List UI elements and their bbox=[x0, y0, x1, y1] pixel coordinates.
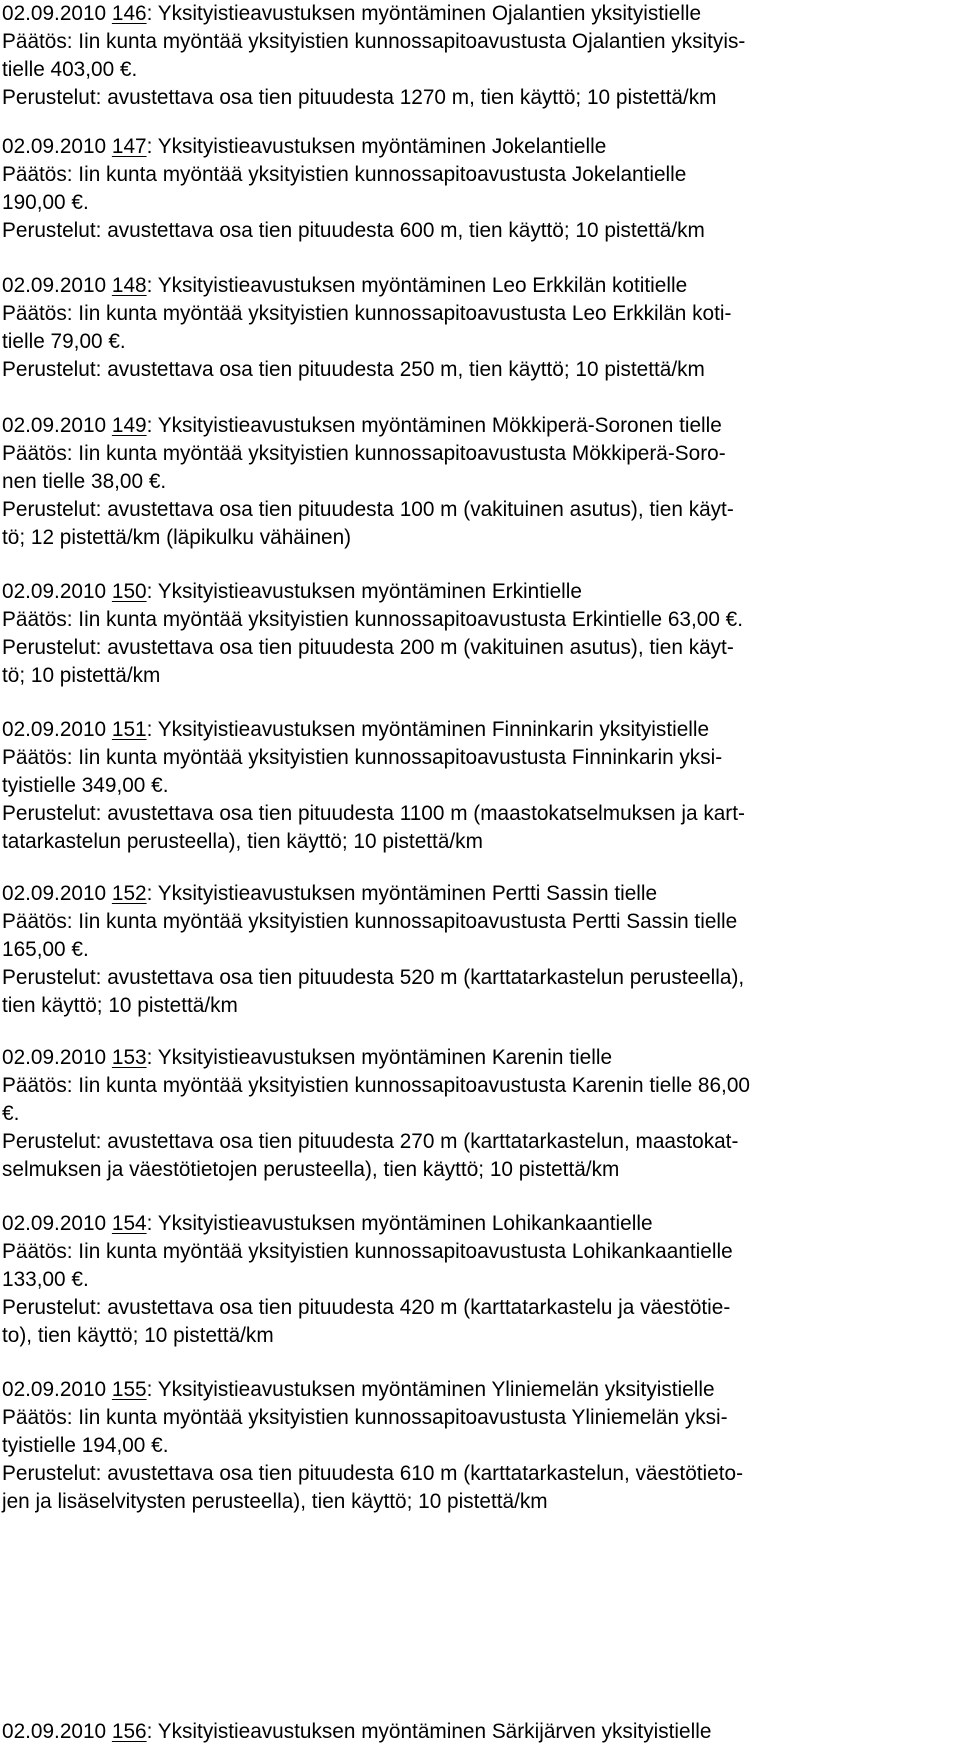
entry-number: 149 bbox=[111, 414, 147, 437]
entry-heading: 02.09.2010 153: Yksityistieavustuksen myöntäminen Karenin tielle bbox=[2, 1046, 613, 1069]
entry-heading: 02.09.2010 150: Yksityistieavustuksen myöntäminen Erkintielle bbox=[2, 580, 582, 603]
entry-number: 154 bbox=[111, 1212, 147, 1235]
entry-title: Yksityistieavustuksen myöntäminen Särkijärven yksityistielle bbox=[157, 1720, 712, 1743]
entry-text-line: selmuksen ja väestötietojen perusteella), tien käyttö; 10 pistettä/km bbox=[2, 1158, 620, 1181]
entry-text-line: Perustelut: avustettava osa tien pituudesta 1270 m, tien käyttö; 10 pistettä/km bbox=[2, 86, 717, 109]
entry-text-line: Perustelut: avustettava osa tien pituudesta 200 m (vakituinen asutus), tien käyt- bbox=[2, 636, 734, 659]
entry-text-line: Päätös: Iin kunta myöntää yksityistien kunnossapitoavustusta Lohikankaantielle bbox=[2, 1240, 733, 1263]
entry-text-line: Perustelut: avustettava osa tien pituudesta 610 m (karttatarkastelun, väestötieto- bbox=[2, 1462, 744, 1485]
entry-text-line: jen ja lisäselvitysten perusteella), tien käyttö; 10 pistettä/km bbox=[2, 1490, 548, 1513]
decision-entry bbox=[2, 1376, 957, 1516]
entry-number: 150 bbox=[111, 580, 147, 603]
entry-text-line: tielle 79,00 €. bbox=[2, 330, 126, 353]
entry-text-line: tien käyttö; 10 pistettä/km bbox=[2, 994, 238, 1017]
entry-title: Yksityistieavustuksen myöntäminen Erkintielle bbox=[157, 580, 582, 603]
decision-entry bbox=[2, 0, 957, 112]
entry-date: 02.09.2010 bbox=[2, 718, 107, 741]
decision-entry bbox=[2, 1718, 957, 1746]
entry-text-line: Päätös: Iin kunta myöntää yksityistien kunnossapitoavustusta Ojalantien yksityis- bbox=[2, 30, 746, 53]
entry-date: 02.09.2010 bbox=[2, 580, 107, 603]
entry-text-line: 133,00 €. bbox=[2, 1268, 89, 1291]
entry-number: 155 bbox=[111, 1378, 147, 1401]
entry-text-line: Päätös: Iin kunta myöntää yksityistien kunnossapitoavustusta Karenin tielle 86,00 bbox=[2, 1074, 750, 1097]
entry-date: 02.09.2010 bbox=[2, 882, 107, 905]
entry-text-line: Päätös: Iin kunta myöntää yksityistien kunnossapitoavustusta Finninkarin yksi- bbox=[2, 746, 723, 769]
entry-text-line: Päätös: Iin kunta myöntää yksityistien kunnossapitoavustusta Leo Erkkilän koti- bbox=[2, 302, 732, 325]
entry-text-line: Perustelut: avustettava osa tien pituudesta 420 m (karttatarkastelu ja väestötie- bbox=[2, 1296, 731, 1319]
entry-title: Yksityistieavustuksen myöntäminen Ojalantien yksityistielle bbox=[157, 2, 702, 25]
entry-date: 02.09.2010 bbox=[2, 1720, 107, 1743]
entry-heading: 02.09.2010 147: Yksityistieavustuksen myöntäminen Jokelantielle bbox=[2, 135, 607, 158]
entry-text-line: Perustelut: avustettava osa tien pituudesta 250 m, tien käyttö; 10 pistettä/km bbox=[2, 358, 705, 381]
entry-text-line: Perustelut: avustettava osa tien pituudesta 520 m (karttatarkastelun perusteella), bbox=[2, 966, 745, 989]
entry-title: Yksityistieavustuksen myöntäminen Yliniemelän yksityistielle bbox=[157, 1378, 715, 1401]
entry-text-line: Päätös: Iin kunta myöntää yksityistien kunnossapitoavustusta Mökkiperä-Soro- bbox=[2, 442, 726, 465]
entry-number: 146 bbox=[111, 2, 147, 25]
entry-date: 02.09.2010 bbox=[2, 1212, 107, 1235]
decision-entry bbox=[2, 412, 957, 552]
entry-heading: 02.09.2010 149: Yksityistieavustuksen myöntäminen Mökkiperä-Soronen tielle bbox=[2, 414, 722, 437]
entry-date: 02.09.2010 bbox=[2, 1046, 107, 1069]
entry-title: Yksityistieavustuksen myöntäminen Pertti Sassin tielle bbox=[157, 882, 658, 905]
entry-heading: 02.09.2010 148: Yksityistieavustuksen myöntäminen Leo Erkkilän kotitielle bbox=[2, 274, 688, 297]
entry-heading: 02.09.2010 155: Yksityistieavustuksen myöntäminen Yliniemelän yksityistielle bbox=[2, 1378, 715, 1401]
entry-date: 02.09.2010 bbox=[2, 414, 107, 437]
entry-text-line: Päätös: Iin kunta myöntää yksityistien kunnossapitoavustusta Pertti Sassin tielle bbox=[2, 910, 738, 933]
entry-heading: 02.09.2010 146: Yksityistieavustuksen myöntäminen Ojalantien yksityistielle bbox=[2, 2, 702, 25]
entry-heading: 02.09.2010 151: Yksityistieavustuksen myöntäminen Finninkarin yksityistielle bbox=[2, 718, 710, 741]
entry-number: 151 bbox=[111, 718, 147, 741]
decision-entry bbox=[2, 272, 957, 384]
decision-entry bbox=[2, 716, 957, 856]
entry-text-line: tyistielle 194,00 €. bbox=[2, 1434, 169, 1457]
entry-date: 02.09.2010 bbox=[2, 274, 107, 297]
entry-heading: 02.09.2010 154: Yksityistieavustuksen myöntäminen Lohikankaantielle bbox=[2, 1212, 653, 1235]
decision-entry bbox=[2, 1210, 957, 1350]
entry-date: 02.09.2010 bbox=[2, 1378, 107, 1401]
entry-text-line: Perustelut: avustettava osa tien pituudesta 100 m (vakituinen asutus), tien käyt- bbox=[2, 498, 734, 521]
entry-number: 153 bbox=[111, 1046, 147, 1069]
entry-number: 148 bbox=[111, 274, 147, 297]
entry-text-line: to), tien käyttö; 10 pistettä/km bbox=[2, 1324, 274, 1347]
decision-entry bbox=[2, 578, 957, 690]
entry-text-line: tö; 10 pistettä/km bbox=[2, 664, 161, 687]
entry-text-line: Päätös: Iin kunta myöntää yksityistien kunnossapitoavustusta Jokelantielle bbox=[2, 163, 687, 186]
entry-text-line: nen tielle 38,00 €. bbox=[2, 470, 167, 493]
entry-heading: 02.09.2010 156: Yksityistieavustuksen myöntäminen Särkijärven yksityistielle bbox=[2, 1720, 712, 1743]
entry-date: 02.09.2010 bbox=[2, 2, 107, 25]
entry-text-line: tatarkastelun perusteella), tien käyttö; 10 pistettä/km bbox=[2, 830, 483, 853]
entry-text-line: Päätös: Iin kunta myöntää yksityistien kunnossapitoavustusta Erkintielle 63,00 €. bbox=[2, 608, 744, 631]
entry-text-line: Päätös: Iin kunta myöntää yksityistien kunnossapitoavustusta Yliniemelän yksi- bbox=[2, 1406, 728, 1429]
entry-number: 147 bbox=[111, 135, 147, 158]
decision-entry bbox=[2, 880, 957, 1020]
entry-number: 156 bbox=[111, 1720, 147, 1743]
entry-title: Yksityistieavustuksen myöntäminen Mökkiperä-Soronen tielle bbox=[157, 414, 722, 437]
entry-number: 152 bbox=[111, 882, 147, 905]
decision-entry bbox=[2, 1044, 957, 1184]
entry-title: Yksityistieavustuksen myöntäminen Finninkarin yksityistielle bbox=[157, 718, 710, 741]
entry-text-line: €. bbox=[2, 1102, 20, 1125]
entry-text-line: Perustelut: avustettava osa tien pituudesta 1100 m (maastokatselmuksen ja kart- bbox=[2, 802, 745, 825]
entry-text-line: Perustelut: avustettava osa tien pituudesta 600 m, tien käyttö; 10 pistettä/km bbox=[2, 219, 705, 242]
entry-text-line: tö; 12 pistettä/km (läpikulku vähäinen) bbox=[2, 526, 352, 549]
entry-title: Yksityistieavustuksen myöntäminen Jokelantielle bbox=[157, 135, 607, 158]
decision-entry bbox=[2, 133, 957, 245]
entry-text-line: 190,00 €. bbox=[2, 191, 89, 214]
entry-title: Yksityistieavustuksen myöntäminen Karenin tielle bbox=[157, 1046, 613, 1069]
entry-text-line: 165,00 €. bbox=[2, 938, 89, 961]
entry-heading: 02.09.2010 152: Yksityistieavustuksen myöntäminen Pertti Sassin tielle bbox=[2, 882, 658, 905]
entry-date: 02.09.2010 bbox=[2, 135, 107, 158]
entry-title: Yksityistieavustuksen myöntäminen Lohikankaantielle bbox=[157, 1212, 653, 1235]
entry-text-line: tielle 403,00 €. bbox=[2, 58, 138, 81]
entry-text-line: Perustelut: avustettava osa tien pituudesta 270 m (karttatarkastelun, maastokat- bbox=[2, 1130, 739, 1153]
entry-text-line: tyistielle 349,00 €. bbox=[2, 774, 169, 797]
entry-title: Yksityistieavustuksen myöntäminen Leo Erkkilän kotitielle bbox=[157, 274, 688, 297]
